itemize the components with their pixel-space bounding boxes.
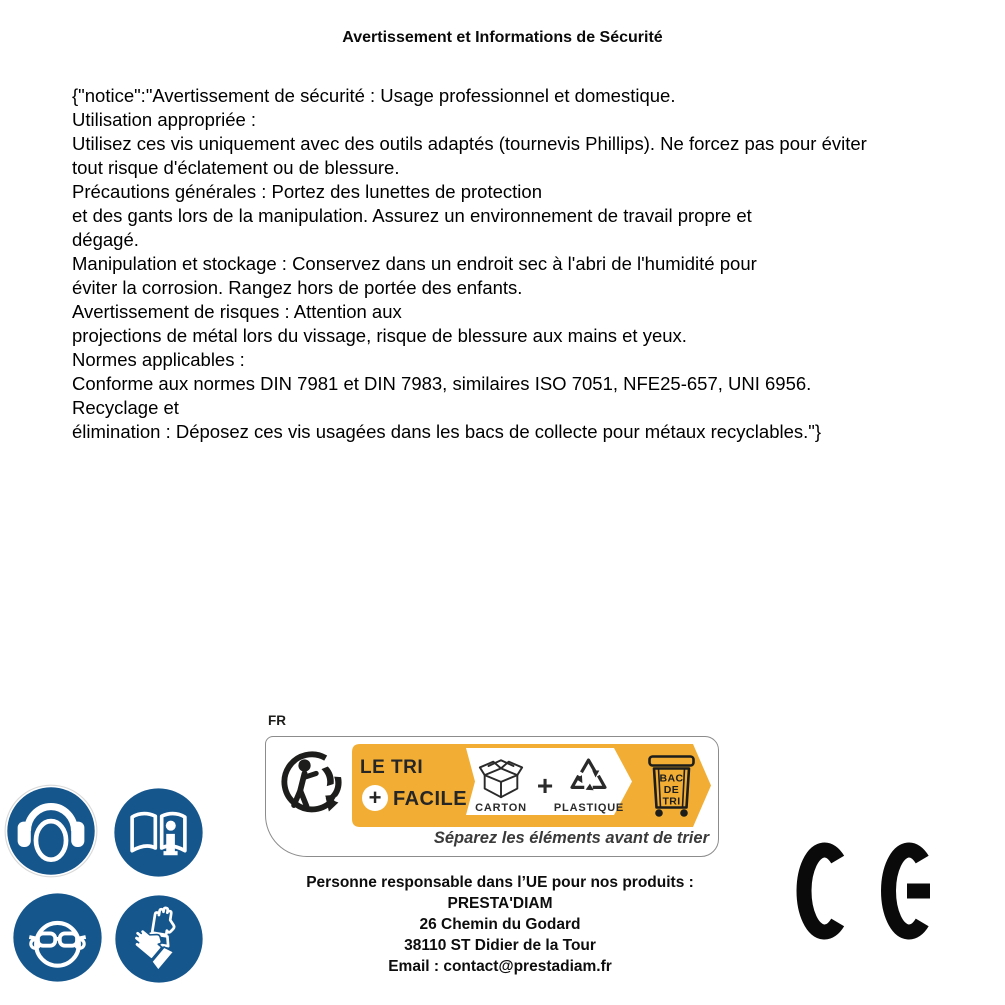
notice-line: projections de métal lors du vissage, risque de blessure aux mains et yeux.	[72, 325, 687, 346]
bin-text-line: BAC	[659, 772, 684, 785]
wear-protective-gloves-icon	[114, 894, 204, 984]
notice-line: Précautions générales : Portez des lunettes de protection	[72, 181, 542, 202]
tri-facile-banner	[352, 744, 712, 827]
notice-line: Normes applicables :	[72, 349, 245, 370]
material-label-plastique: PLASTIQUE	[553, 802, 625, 814]
responsible-line: 26 Chemin du Godard	[419, 916, 581, 933]
plus-sign: +	[368, 785, 382, 810]
read-instruction-manual-icon	[113, 787, 204, 878]
notice-line: Utilisez ces vis uniquement avec des outils adaptés (tournevis Phillips). Ne forcez pas pour éviter	[72, 133, 867, 154]
notice-line: Recyclage et	[72, 397, 179, 418]
bin-text-line: DE	[663, 784, 680, 796]
notice-line: élimination : Déposez ces vis usagées dans les bacs de collecte pour métaux recyclables."}	[72, 421, 822, 442]
notice-line: {"notice":"Avertissement de sécurité : Usage professionnel et domestique.	[72, 85, 676, 106]
ce-marking-icon	[796, 842, 938, 940]
plus-circle-icon	[362, 785, 388, 811]
plastic-recycling-icon	[566, 754, 611, 801]
notice-line: Conforme aux normes DIN 7981 et DIN 7983, similaires ISO 7051, NFE25-657, UNI 6956.	[72, 373, 812, 394]
material-label-carton: CARTON	[475, 802, 527, 814]
le-tri-text: LE TRI	[360, 757, 424, 778]
responsible-line: 38110 ST Didier de la Tour	[404, 937, 596, 954]
country-code-label: FR	[268, 713, 286, 728]
responsible-person-block	[250, 872, 750, 977]
materials-plus-sign: +	[536, 770, 554, 801]
notice-line: Utilisation appropriée :	[72, 109, 257, 130]
notice-line: dégagé.	[72, 229, 139, 250]
notice-line: Avertissement de risques : Attention aux	[72, 301, 402, 322]
notice-line: éviter la corrosion. Rangez hors de portée des enfants.	[72, 277, 523, 298]
notice-line: Manipulation et stockage : Conservez dans un endroit sec à l'abri de l'humidité pour	[72, 253, 757, 274]
info-tri-label	[265, 736, 719, 857]
facile-text: FACILE	[393, 788, 468, 810]
bin-text-line: TRI	[662, 795, 681, 808]
wear-ear-protection-icon	[4, 784, 98, 878]
page-title: Avertissement et Informations de Sécurité	[342, 29, 663, 46]
sorting-bin-icon	[648, 754, 695, 818]
triman-recycling-icon	[281, 748, 345, 820]
notice-line: tout risque d'éclatement ou de blessure.	[72, 157, 400, 178]
responsible-line: Personne responsable dans l’UE pour nos produits :	[306, 874, 694, 891]
carton-box-icon	[478, 754, 524, 802]
responsible-line: PRESTA'DIAM	[447, 895, 553, 912]
notice-line: et des gants lors de la manipulation. Assurez un environnement de travail propre et	[72, 205, 752, 226]
responsible-line: Email : contact@prestadiam.fr	[388, 958, 612, 975]
wear-eye-protection-icon	[12, 892, 103, 983]
sorting-tagline: Séparez les éléments avant de trier	[433, 829, 709, 847]
notice-text	[72, 84, 952, 444]
